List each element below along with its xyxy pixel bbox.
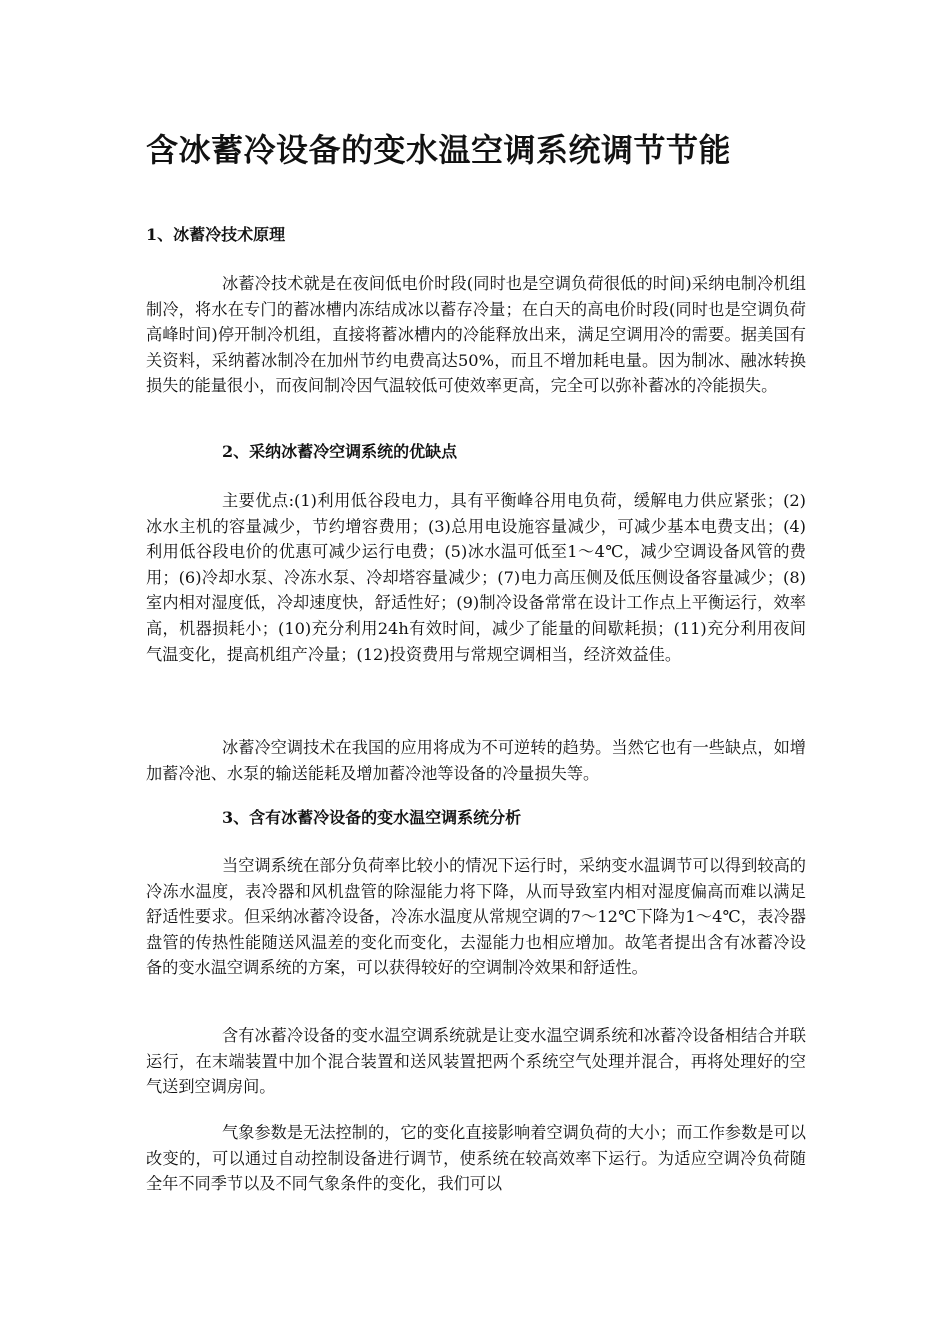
section-2-paragraph-2: 冰蓄冷空调技术在我国的应用将成为不可逆转的趋势。当然它也有一些缺点，如增加蓄冷池、水泵的输送能耗及增加蓄冷池等设备的冷量损失等。: [146, 738, 806, 783]
section-3-paragraph-2: 含有冰蓄冷设备的变水温空调系统就是让变水温空调系统和冰蓄冷设备相结合并联运行，在末端装置中加个混合装置和送风装置把两个系统空气处理并混合，再将处理好的空气送到空调房间。: [146, 1026, 806, 1097]
section-3-paragraph-1: 当空调系统在部分负荷率比较小的情况下运行时，采纳变水温调节可以得到较高的冷冻水温度，表冷器和风机盘管的除湿能力将下降，从而导致室内相对湿度偏高而难以满足舒适性要求。但采纳冰蓄冷设备，冷冻水温度从常规空调的7～12℃下降为1～4℃，表冷器盘管的传热性能随送风温差的变化而变化，去湿能力也相应增加。故笔者提出含有冰蓄冷设备的变水温空调系统的方案，可以获得较好的空调制冷效果和舒适性。: [146, 856, 806, 978]
section-1-paragraph-1: 冰蓄冷技术就是在夜间低电价时段(同时也是空调负荷很低的时间)采纳电制冷机组制冷，将水在专门的蓄冰槽内冻结成冰以蓄存冷量；在白天的高电价时段(同时也是空调负荷高峰时间)停开制冷机组，直接将蓄冰槽内的冷能释放出来，满足空调用冷的需要。据美国有关资料，采纳蓄冰制冷在加州节约电费高达50%，而且不增加耗电量。因为制冰、融冰转换损失的能量很小，而夜间制冷因气温较低可使效率更高，完全可以弥补蓄冰的冷能损失。: [146, 274, 806, 396]
section-heading-2: 2、采纳冰蓄冷空调系统的优缺点: [222, 442, 458, 461]
section-heading-1: 1、冰蓄冷技术原理: [146, 225, 286, 244]
section-3-paragraph-3: 气象参数是无法控制的，它的变化直接影响着空调负荷的大小；而工作参数是可以改变的，可以通过自动控制设备进行调节，使系统在较高效率下运行。为适应空调冷负荷随全年不同季节以及不同气象条件的变化，我们可以: [146, 1123, 806, 1194]
section-heading-3: 3、含有冰蓄冷设备的变水温空调系统分析: [222, 808, 522, 827]
section-2-paragraph-1: 主要优点:(1)利用低谷段电力，具有平衡峰谷用电负荷，缓解电力供应紧张；(2)冰水主机的容量减少，节约增容费用；(3)总用电设施容量减少，可减少基本电费支出；(4)利用低谷段电价的优惠可减少运行电费；(5)冰水温可低至1～4℃，减少空调设备风管的费用；(6)冷却水泵、冷冻水泵、冷却塔容量减少；(7)电力高压侧及低压侧设备容量减少；(8)室内相对湿度低，冷却速度快，舒适性好；(9)制冷设备常常在设计工作点上平衡运行，效率高，机器损耗小；(10)充分利用24h有效时间，减少了能量的间歇耗损；(11)充分利用夜间气温变化，提高机组产冷量；(12)投资费用与常规空调相当，经济效益佳。: [146, 491, 806, 664]
document-title: 含冰蓄冷设备的变水温空调系统调节节能: [146, 131, 732, 169]
